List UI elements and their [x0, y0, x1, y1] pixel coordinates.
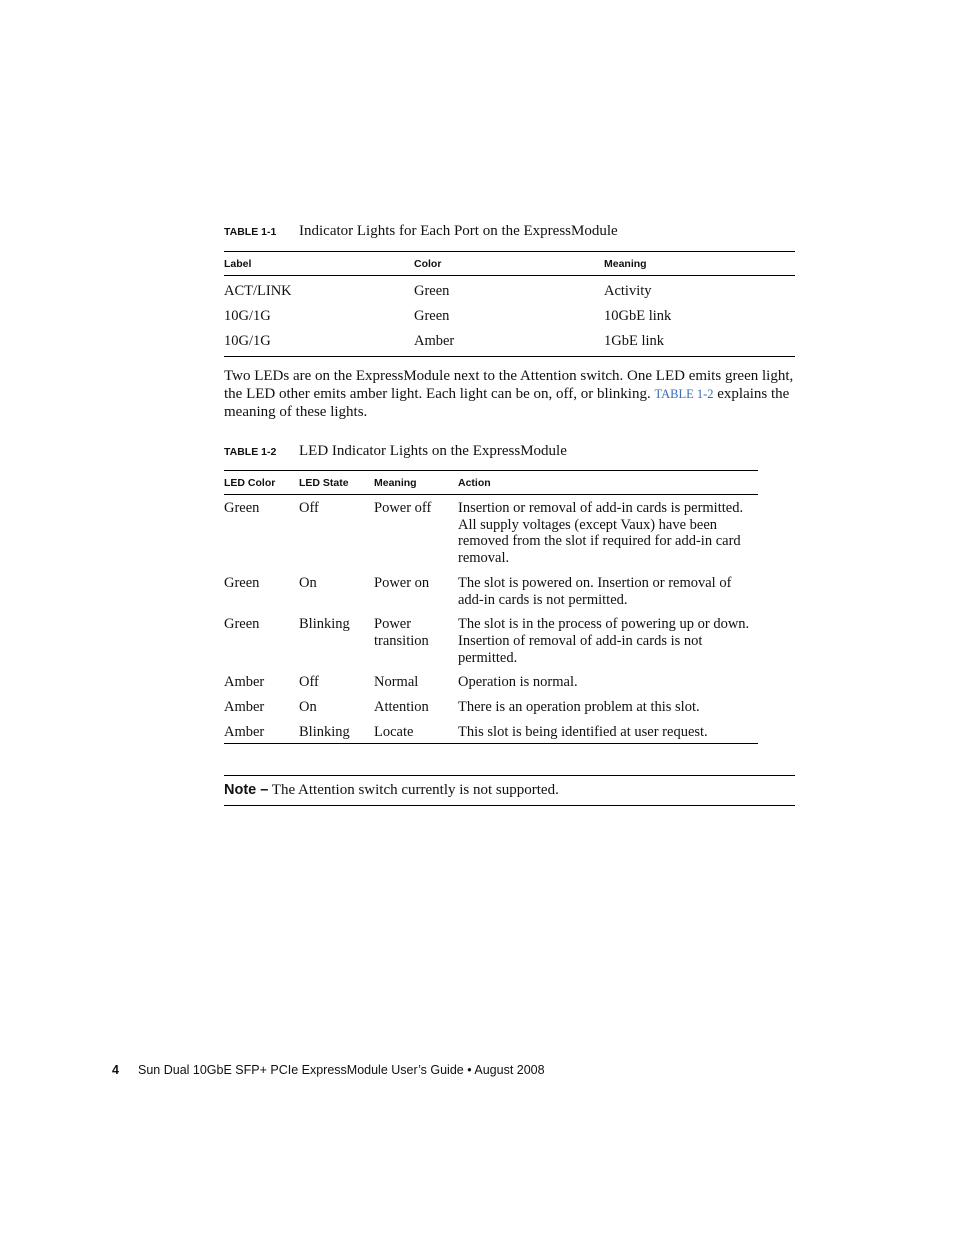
- page-footer: [112, 1063, 545, 1077]
- table-row: [224, 616, 758, 674]
- table-cell: On: [299, 574, 317, 591]
- table-1-caption: [224, 223, 618, 240]
- table-row: [224, 724, 758, 744]
- paragraph-text: Two LEDs are on the ExpressModule next to the Attention switch. One LED emits green light, the LED other emits amber light. Each light can be on, off, or blinking.: [224, 368, 794, 402]
- table-cell: There is an operation problem at this slot.: [458, 699, 700, 716]
- table-cell: Locate: [374, 723, 414, 740]
- footer-text: Sun Dual 10GbE SFP+ PCIe ExpressModule User’s Guide • August 2008: [138, 1063, 545, 1077]
- page-number: 4: [112, 1063, 119, 1077]
- table-header-row: [224, 252, 795, 276]
- table-row: [224, 699, 758, 724]
- table-header-cell: Color: [414, 258, 442, 270]
- table-cell: Operation is normal.: [458, 674, 578, 691]
- table-cell: Insertion or removal of add-in cards is permitted. All supply voltages (except Vaux) have been removed from the slot if required for add-in card removal.: [458, 500, 744, 567]
- table-header-cell: LED State: [299, 477, 349, 489]
- table-cell: Amber: [224, 723, 265, 740]
- indicator-lights-table: [224, 251, 795, 357]
- table-cell: Amber: [414, 333, 455, 350]
- table-2-caption-title: LED Indicator Lights on the ExpressModule: [299, 443, 567, 459]
- table-cell: Off: [299, 500, 319, 516]
- table-header-row: [224, 471, 758, 495]
- table-cell: Green: [224, 616, 260, 633]
- table-row: [224, 495, 758, 575]
- table-cell: Blinking: [299, 723, 350, 740]
- table-cell: Normal: [374, 674, 419, 691]
- table-header-cell: Meaning: [604, 258, 647, 270]
- table-row: [224, 329, 795, 357]
- table-cell: ACT/LINK: [224, 283, 292, 300]
- table-row: [224, 304, 795, 329]
- note-text: The Attention switch currently is not supported.: [268, 782, 559, 798]
- table-cell: Green: [224, 574, 260, 591]
- table-cell: Amber: [224, 674, 265, 691]
- paragraph-text: explains the meaning of these lights.: [224, 386, 790, 420]
- table-header-cell: LED Color: [224, 477, 276, 489]
- note-label: Note –: [224, 782, 269, 798]
- table-row: [224, 674, 758, 699]
- table-cell: 1GbE link: [604, 333, 665, 350]
- table-row: [224, 276, 795, 305]
- table-header-cell: Meaning: [374, 477, 417, 489]
- table-cell: Green: [414, 308, 450, 325]
- table-cell: The slot is powered on. Insertion or removal of add-in cards is not permitted.: [458, 574, 732, 608]
- table-1-caption-title: Indicator Lights for Each Port on the ExpressModule: [299, 223, 618, 239]
- table-2-caption: [224, 443, 567, 460]
- table-header-cell: Label: [224, 258, 252, 270]
- table-cell: Power transition: [374, 616, 429, 649]
- table-cell: Blinking: [299, 616, 350, 633]
- table-cell: Amber: [224, 699, 265, 716]
- table-cell: Activity: [604, 283, 652, 300]
- note-box: [224, 775, 795, 806]
- table-1-2-link[interactable]: TABLE 1-2: [654, 387, 714, 401]
- table-cell: 10G/1G: [224, 333, 271, 350]
- table-cell: This slot is being identified at user request.: [458, 723, 708, 740]
- table-cell: Off: [299, 674, 319, 691]
- table-cell: 10GbE link: [604, 308, 672, 325]
- table-cell: On: [299, 699, 317, 716]
- table-row: [224, 575, 758, 616]
- table-cell: Attention: [374, 699, 429, 716]
- table-cell: Green: [414, 283, 450, 300]
- table-cell: Green: [224, 500, 260, 516]
- led-indicator-table: [224, 470, 758, 744]
- table-header-cell: Action: [458, 477, 491, 489]
- table-cell: 10G/1G: [224, 308, 271, 325]
- table-cell: Power on: [374, 574, 430, 591]
- table-cell: Power off: [374, 500, 432, 516]
- table-1-caption-label: TABLE 1-1: [224, 226, 277, 238]
- body-paragraph: [224, 367, 799, 421]
- table-2-caption-label: TABLE 1-2: [224, 446, 277, 458]
- table-cell: The slot is in the process of powering up or down. Insertion of removal of add-in cards is not permitted.: [458, 616, 750, 666]
